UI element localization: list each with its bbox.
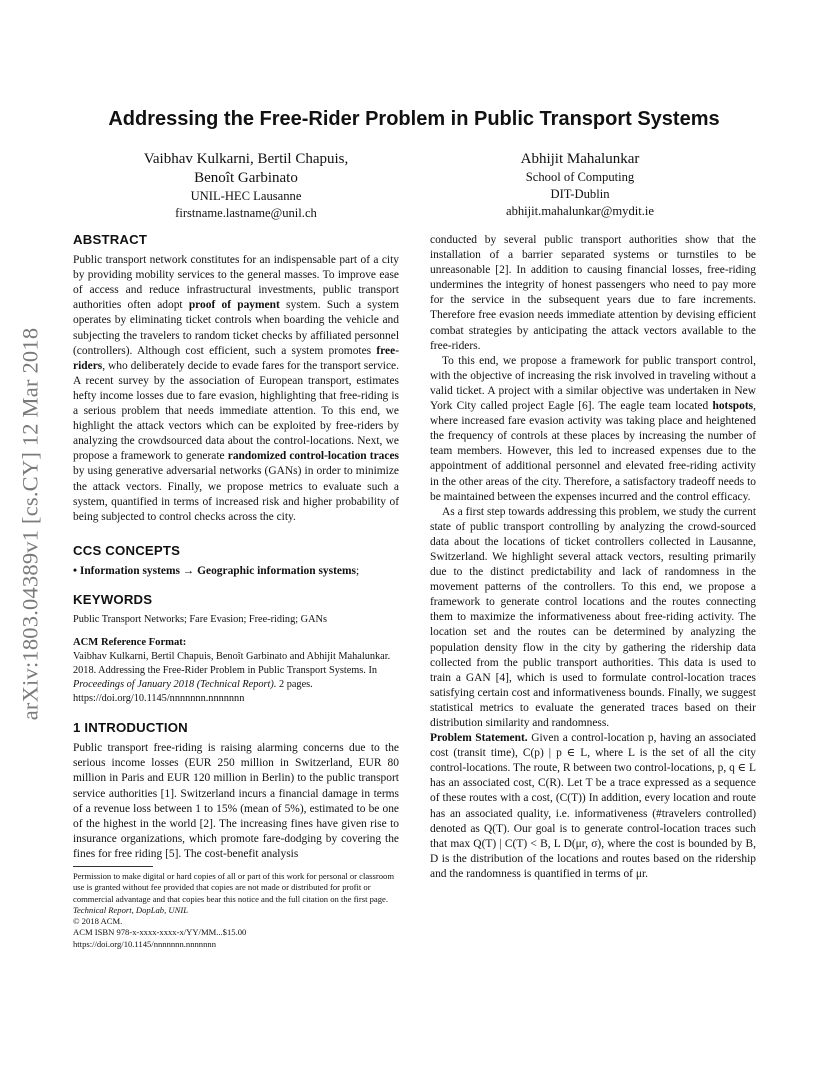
acm-reference-heading: ACM Reference Format: bbox=[73, 637, 187, 649]
acm-reference-text: Vaibhav Kulkarni, Bertil Chapuis, Benoît Garbinato and Abhijit Mahalunkar. 2018. Addressing the Free-Rider Problem in Public Transport Systems. In Proceedings of January 2018 (Technical Report). 2 pages. https://doi.org/10.1145/nnnnnnn.nnnnnnn bbox=[73, 651, 391, 705]
abstract-text: Public transport network constitutes for an indispensable part of a city by providing mobility services to the general masses. To improve ease of access and reduce infrastructural investments, public transport authorities often adopt proof of payment system. Such a system operates by eliminating ticket controls when boarding the vehicle and subjecting the travelers to random ticket checks by affiliated personnel (controllers). Although cost efficient, such a system promotes free-riders, who deliberately decide to evade fares for the transport service. A recent survey by the association of European transport, estimates hefty income losses due to fare evasion, highlighting that free-riding is a serious problem that needs immediate attention. To this end, we highlight the attack vectors which can be exploited by free-riders by analyzing the crowdsourced data about the control-locations. Next, we propose a framework to generate randomized control-location traces by using generative adversarial networks (GANs) in order to minimize the attack vectors. Finally, we propose metrics to evaluate such a system, quantified in terms of increased risk and higher probability of being subjected to control checks across the city. bbox=[73, 254, 399, 523]
author-email: firstname.lastname@unil.ch bbox=[175, 206, 317, 220]
left-column bbox=[73, 232, 399, 862]
right-paragraph-2: To this end, we propose a framework for public transport control, with the objective of increasing the risk involved in traveling without a valid ticket. A project with a similar objective was undertaken in New York City called project Eagle [6]. The eagle team located hotspots, where increased fare evasion activity was taking place and heightened the frequency of controls at these places by increasing the number of team members. However, this led to increased expenses due to the appointment of additional personnel and elevated free-riding activity in the other areas of the city. Therefore, a satisfactory tradeoff needs to be maintained between the expenses incurred and the control efficacy. bbox=[430, 354, 756, 503]
author-name: Abhijit Mahalunkar bbox=[520, 151, 640, 167]
footnote-doi: https://doi.org/10.1145/nnnnnnn.nnnnnnn bbox=[73, 938, 216, 949]
footnote-permission: Permission to make digital or hard copies of all or part of this work for personal or classroom use is granted without fee provided that copies are not made or distributed for profit or commercial advantage and that copies bear this notice and the full citation on the first page. bbox=[73, 871, 394, 904]
author-names-line2: Benoît Garbinato bbox=[194, 170, 298, 186]
abstract-heading: ABSTRACT bbox=[73, 232, 148, 247]
arxiv-identifier bbox=[10, 286, 50, 762]
author-block-right bbox=[430, 150, 730, 220]
right-paragraph-3: As a first step towards addressing this problem, we study the current state of public transport controlling by analyzing the crowd-sourced data about the locations of ticket controllers collected in Lausanne, Switzerland. We highlight several attack vectors, resulting primarily due to the distinct predictability and lack of randomness in the movement patterns of the controllers. To this end, we propose a framework to generate control locations and the routes connecting them to maximize the informativeness about free-riding activity. The location set and the routes can be determined by analyzing the population density flow in the city by gathering the ridership data collected from the public transport authorities. This data is used to train a GAN [4], which is used to formulate control-location traces satisfying certain cost and informativeness bounds. Finally, we suggest statistical metrics to evaluate the generated traces based on their distribution similarity and randomness. bbox=[430, 505, 756, 729]
introduction-heading: 1 INTRODUCTION bbox=[73, 720, 188, 736]
keywords-heading: KEYWORDS bbox=[73, 591, 153, 607]
right-column bbox=[430, 233, 756, 882]
footnote-isbn: ACM ISBN 978-x-xxxx-xxxx-x/YY/MM...$15.00 bbox=[73, 927, 247, 938]
permission-footnote bbox=[73, 866, 399, 950]
ccs-text: • Information systems → Geographic information systems; bbox=[73, 564, 360, 577]
right-paragraph-1: conducted by several public transport authorities show that the installation of a barrier separated systems or turnstiles to be unreasonable [2]. In addition to causing financial losses, free-riding undermines the integrity of honest passengers who need to pay more for the service in the subsequent years due to fare increments. Therefore free evasion needs immediate attention by devising efficient combat strategies by anticipating the attack vectors available to the free-riders. bbox=[430, 234, 756, 352]
problem-statement: Problem Statement. Given a control-location p, having an associated cost (transit time), C(p) | p ∈ L, where L is the set of all the city control-locations. The route, R between two control-locations, p, q ∈ L has an associated cost, C(R). Let T be a trace expressed as a sequence of these routes with a cost, (C(T)) In addition, every location and route has an associated quality, i.e. informativeness (#travelers controlled) denoted as Q(T). Our goal is to generate control-location traces such that max Q(T) | C(T) < B, L D(μr, σ), where the cost is bounded by B, D is the distribution of the locations and routes based on the ridership and the randomness is quantified in terms of μr. bbox=[430, 732, 756, 880]
footnote-venue: Technical Report, DopLab, UNIL bbox=[73, 904, 188, 915]
footnote-copyright: © 2018 ACM. bbox=[73, 916, 123, 927]
author-block-left bbox=[96, 150, 396, 222]
paper-title: Addressing the Free-Rider Problem in Public Transport Systems bbox=[108, 108, 720, 130]
ccs-heading: CCS CONCEPTS bbox=[73, 542, 181, 558]
author-names-line1: Vaibhav Kulkarni, Bertil Chapuis, bbox=[143, 151, 349, 167]
author-email: abhijit.mahalunkar@mydit.ie bbox=[506, 204, 654, 218]
keywords-text: Public Transport Networks; Fare Evasion; Free-riding; GANs bbox=[73, 614, 327, 626]
arxiv-id-text: arXiv:1803.04389v1 [cs.CY] 12 Mar 2018 bbox=[17, 327, 42, 721]
author-affiliation: UNIL-HEC Lausanne bbox=[190, 189, 302, 203]
footnote-divider bbox=[73, 866, 153, 867]
introduction-paragraph: Public transport free-riding is raising alarming concerns due to the serious income losses (EUR 250 million in Switzerland, EUR 80 million in Paris and EUR 120 million in Berlin) to the public transport service authorities [1]. Switzerland incurs a financial damage in terms of a revenue loss between 1 to 15% (mean of 5%), estimated to be one of the highest in the world [2]. The increasing fines have given rise to insurance organizations, which promote fare-dodging by covering the fines for free riding [5]. The cost-benefit analysis bbox=[73, 742, 399, 860]
author-affiliation-2: DIT-Dublin bbox=[550, 187, 610, 201]
author-affiliation-1: School of Computing bbox=[525, 170, 635, 184]
